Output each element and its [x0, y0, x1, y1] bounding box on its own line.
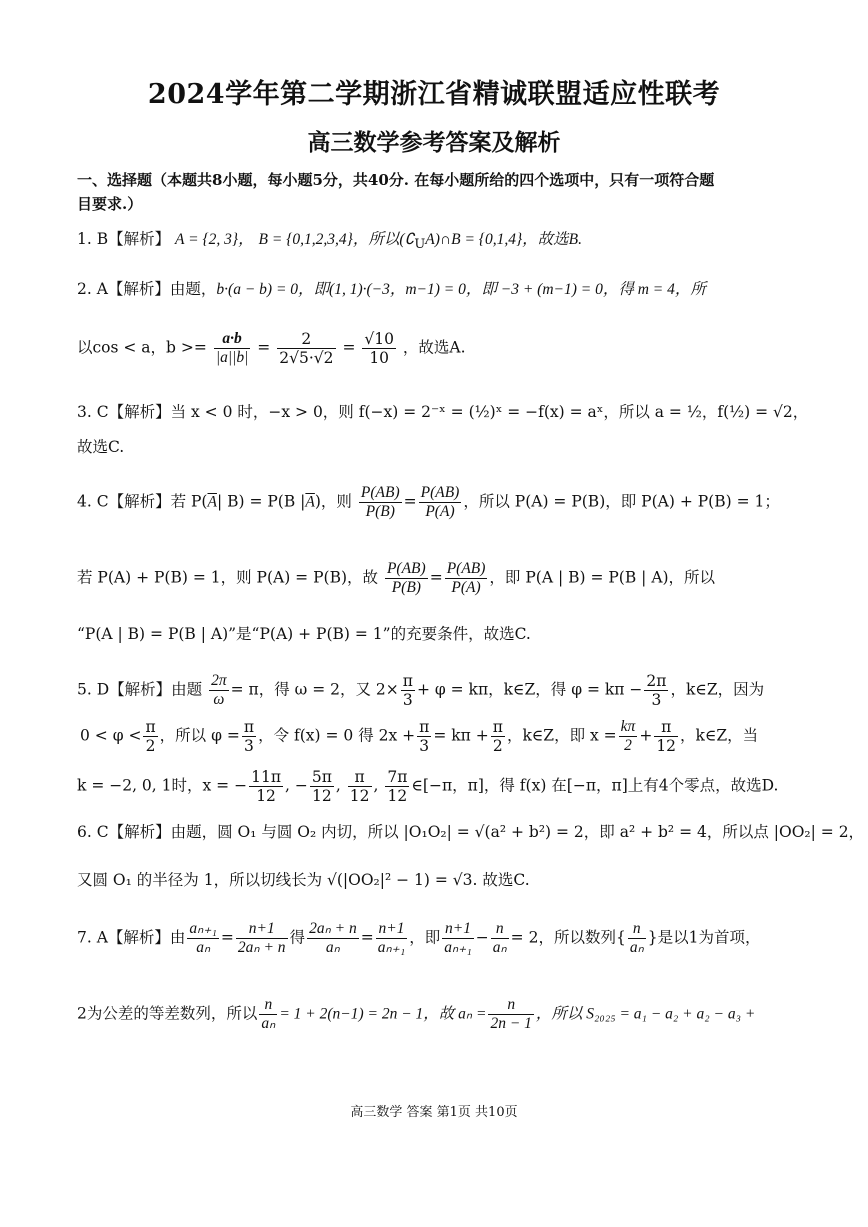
answer-1-sub: U: [414, 237, 426, 253]
answer-6-line2: 又圆 O₁ 的半径为 1，所以切线长为 √(|OO₂|² − 1) = √3. 故选C.: [77, 871, 530, 889]
answer-5-line1: [77, 672, 797, 709]
answer-5-j: +: [639, 726, 653, 745]
answer-5-frac8: $\frac{k\pi}{2}$: [620, 718, 636, 754]
answer-3-line1: 3. C【解析】当 x < 0 时，−x > 0，则 f(−x) = 2⁻ˣ = (½)ˣ = −f(x) = aˣ，所以 a = ½，f(½) = √2，: [77, 403, 809, 421]
answer-4-frac-d: $\frac{P(AB)}{P(A)}$: [446, 560, 486, 596]
answer-7-frac-i: $\frac{n}{2n - 1}$: [490, 996, 532, 1032]
answer-5-frac5: $\frac{\pi}{3}$: [243, 718, 255, 755]
answer-7-a: 7. A【解析】由: [77, 928, 186, 947]
answer-7-e: }是以1为首项，: [647, 928, 761, 947]
answer-4-part-a: 4. C【解析】若 P(: [77, 492, 208, 511]
answer-5-k: ，k∈Z，当: [680, 726, 759, 745]
answer-5-h: = kπ +: [433, 726, 489, 745]
answer-1-head: 1. B【解析】: [77, 230, 171, 248]
answer-4-part-f: ，所以 P(A) = P(B)，即 P(A) + P(B) = 1；: [463, 492, 780, 511]
answer-4-line2: 若 P(A) + P(B) = 1，则 P(A) = P(B)，故 $\frac{P(AB)}{P(B)}$ = $\frac{P(AB)}{P(A)}$ ，即 P(A | B) = P(B | A)，所以: [77, 560, 716, 596]
answer-1-result: A)∩B = {0,1,4}，故选B.: [425, 231, 583, 248]
answer-5-frac11: $\frac{5\pi}{12}$: [311, 768, 332, 805]
answer-4-part-c: | B) = P(B |: [216, 492, 306, 511]
answer-5-frac13: $\frac{7\pi}{12}$: [387, 768, 408, 805]
answer-2-frac3: $\frac{√10}{10}$: [364, 330, 394, 367]
answer-7-frac-c: $\frac{\text{2aₙ + n}}{\text{aₙ}}$: [309, 920, 357, 956]
answer-5-frac9: $\frac{\pi}{12}$: [656, 718, 677, 755]
answer-4-line3: “P(A | B) = P(B | A)”是“P(A) + P(B) = 1”的充要条件，故选C.: [77, 625, 531, 643]
answer-2-end: ，故选A.: [402, 338, 466, 357]
answer-5-frac10: $\frac{11\pi}{12}$: [251, 768, 282, 805]
answer-2-line1: [77, 279, 797, 300]
answer-1-set-b: B = {0,1,2,3,4}，所以(∁: [258, 231, 415, 248]
answer-5-frac4: $\frac{\pi}{2}$: [145, 718, 156, 755]
answer-1: [77, 229, 797, 255]
answer-2-head: 2. A【解析】由题，: [77, 280, 217, 298]
answer-4-line2-b: ，即 P(A | B) = P(B | A)，所以: [489, 568, 716, 587]
answer-7-line2: [77, 996, 797, 1033]
answer-7-h: ，所以 S₂₀₂₅ = a₁ − a₂ + a₂ − a₃ +: [535, 1005, 756, 1023]
answer-2-eq2: =: [342, 338, 356, 357]
answer-7-b: 得: [289, 928, 306, 947]
page-title: 2024学年第二学期浙江省精诚联盟适应性联考: [147, 79, 721, 110]
answer-5-i: ，k∈Z，即 x =: [506, 726, 617, 745]
answer-5-a: 5. D【解析】由题: [77, 680, 203, 699]
answer-7-frac-e: $\frac{n+1}{\text{aₙ₊₁}}$: [444, 920, 472, 956]
answer-5-g: ，令 f(x) = 0 得 2x +: [258, 726, 416, 745]
answer-4-frac-b: $\frac{P(AB)}{P(A)}$: [420, 484, 460, 520]
answer-5-frac1: $\frac{2\pi}{\omega}$: [211, 672, 227, 708]
answer-2-text: b·(a − b) = 0，即(1, 1)·(−3，m−1) = 0，即 −3 + (m−1) = 0，得 m = 4，所: [216, 281, 706, 298]
answer-4-abar2: $\overline{A}$: [305, 493, 315, 511]
answer-7-c: ，即: [409, 928, 441, 947]
answer-5-e: 0 < φ <: [80, 726, 142, 745]
answer-2-frac2: $\frac{2}{2√5\cdot√2}$: [279, 330, 334, 367]
answer-5-c: + φ = kπ，k∈Z，得 φ = kπ −: [416, 680, 643, 699]
answer-5-b: = π，得 ω = 2，又 2×: [230, 680, 399, 699]
answer-7-frac-a: $\frac{\text{aₙ₊₁}}{\text{aₙ}}$: [189, 920, 217, 956]
answer-7-frac-g: $\frac{n}{\text{aₙ}}$: [629, 920, 644, 956]
answer-1-set-a: A = {2, 3}，: [175, 231, 254, 248]
answer-4-line1: 4. C【解析】若 $P(\overline{A}|$ B) = P(B $|\overline{A}$)，则 $\frac{P(AB)}{P(B)}$ = $\frac{P(AB)}{P(A)}$ ，所以 P(A) = P(B)，即 P(A) + P(B) = 1；: [77, 484, 780, 520]
answer-5-d: ，k∈Z，因为: [670, 680, 765, 699]
answer-7-frac-d: $\frac{n+1}{\text{aₙ₊₁}}$: [377, 920, 406, 956]
answer-2-cos: 以cos < a，b >=: [77, 338, 207, 357]
answer-5-f: ，所以 φ =: [159, 726, 240, 745]
answer-4-abar: $\overline{A}$: [207, 493, 217, 511]
answer-4-frac-a: $\frac{P(AB)}{P(B)}$: [360, 484, 400, 520]
answer-5-frac7: $\frac{\pi}{2}$: [492, 718, 503, 755]
answer-3-line2: 故选C.: [77, 438, 125, 456]
answer-5-frac12: $\frac{\pi}{12}$: [349, 768, 370, 805]
section-heading-line1: 一、选择题（本题共8小题，每小题5分，共40分. 在每小题所给的四个选项中，只有一项符合题: [77, 171, 715, 189]
answer-5-frac3: $\frac{2\pi}{3}$: [646, 672, 667, 709]
answer-7-minus: −: [475, 928, 489, 947]
answer-7-eq2: =: [360, 928, 374, 947]
answer-7-d: = 2，所以数列{: [510, 928, 626, 947]
answer-2-frac1: $\frac{a\cdot b}{|a||b|}$: [215, 330, 249, 366]
answer-4-frac-c: $\frac{P(AB)}{P(B)}$: [386, 560, 426, 596]
answer-4-part-e: )，则: [314, 492, 352, 511]
answer-5-m: ∈[−π，π]，得 f(x) 在[−π，π]上有4个零点，故选D.: [411, 776, 779, 795]
answer-5-frac2: $\frac{\pi}{3}$: [402, 672, 413, 709]
answer-2-eq: =: [257, 338, 271, 357]
answer-7-line1: [77, 920, 797, 957]
answer-5-l: k = −2, 0, 1时，x = −: [77, 776, 248, 795]
answer-5-frac6: $\frac{\pi}{3}$: [419, 718, 430, 755]
answer-7-g: = 1 + 2(n−1) = 2n − 1，故 aₙ =: [279, 1005, 487, 1023]
answer-5-line3: k = −2, 0, 1时，x = − $\frac{11\pi}{12}$ , − $\frac{5\pi}{12}$ , $\frac{\pi}{12}$ , $\frac{7\pi}{12}$ ∈[−π，π]，得 f(x) 在[−π，π]上有4个零点，故选D.: [77, 768, 779, 805]
answer-7-f: 2为公差的等差数列，所以: [77, 1004, 258, 1023]
answer-2-line2: [77, 330, 797, 367]
page-subtitle: 高三数学参考答案及解析: [307, 129, 561, 156]
answer-6-line1: 6. C【解析】由题，圆 O₁ 与圆 O₂ 内切，所以 |O₁O₂| = √(a² + b²) = 2，即 a² + b² = 4，所以点 |OO₂| = 2，: [77, 823, 865, 841]
answer-7-frac-f: $\frac{n}{\text{aₙ}}$: [492, 920, 507, 956]
answer-4-line2-a: 若 P(A) + P(B) = 1，则 P(A) = P(B)，故: [77, 568, 379, 587]
answer-7-eq1: =: [220, 928, 234, 947]
answer-7-frac-h: $\frac{n}{\text{aₙ}}$: [261, 996, 276, 1032]
section-heading-line2: 目要求.）: [77, 195, 143, 213]
answer-5-line2: [80, 718, 800, 755]
answer-7-frac-b: $\frac{n+1}{\text{2aₙ + n}}$: [237, 920, 286, 956]
page-footer: 高三数学 答案 第1页 共10页: [350, 1105, 518, 1120]
